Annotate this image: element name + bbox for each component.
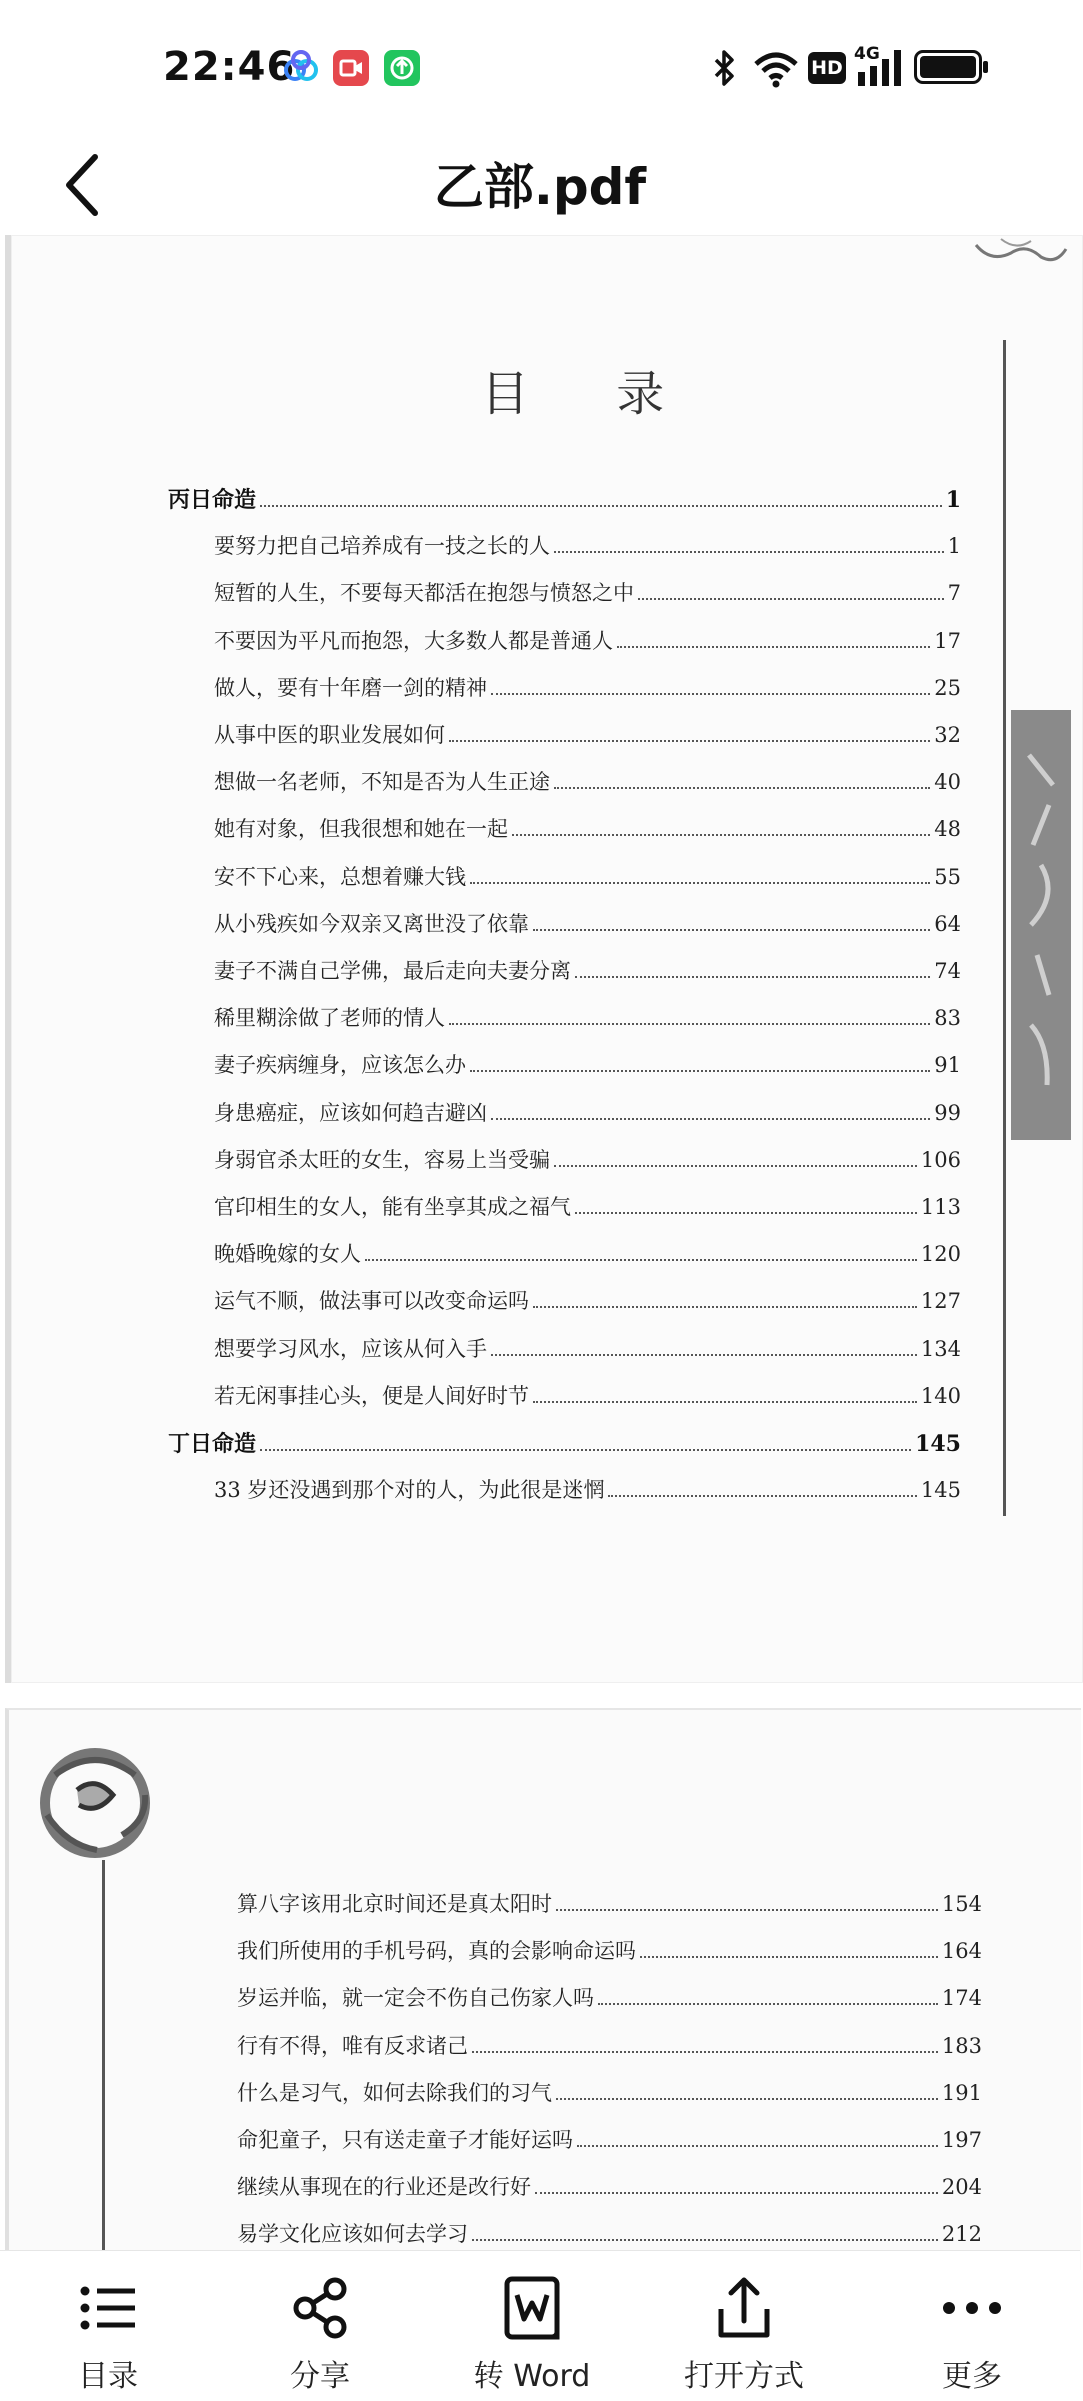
toc-entry[interactable] [214,766,961,796]
upload-app-icon [384,50,420,86]
toc-leader-dots [535,2192,938,2194]
chapter-side-tab-text [1019,735,1063,1115]
toc-entry[interactable] [214,1002,961,1032]
toc-entry[interactable] [237,1935,982,1965]
page-border-line [102,1860,105,2280]
toc-page-number: 197 [941,2128,982,2152]
toc-page-number: 74 [934,959,961,983]
side-tab-calligraphy-icon [1019,735,1063,1115]
status-time: 22:46 [163,44,296,90]
toc-entry-title: 行有不得，唯有反求诸己 [237,2033,468,2058]
convert-word-button-label: 转 Word [473,2359,591,2394]
toc-entry-title: 晚婚晚嫁的女人 [214,1242,361,1267]
toc-button-label: 目录 [78,2359,138,2394]
toc-entry-title: 身弱官杀太旺的女生，容易上当受骗 [214,1147,550,1172]
toc-entry-title: 若无闲事挂心头，便是人间好时节 [214,1383,529,1408]
toc-leader-dots [554,787,930,789]
toc-leader-dots [575,1212,917,1214]
toc-entry-title: 安不下心来，总想着赚大钱 [214,864,466,889]
toc-entry[interactable] [214,530,961,560]
pdf-viewer[interactable] [0,235,1080,2250]
convert-word-button[interactable] [452,2251,612,2401]
toc-entry[interactable] [214,955,961,985]
toc-entry-title: 什么是习气，如何去除我们的习气 [237,2080,552,2105]
toc-page-number: 204 [941,2175,982,2200]
toc-leader-dots [470,882,930,884]
toc-leader-dots [554,1165,917,1167]
toc-page-number: 145 [920,1478,961,1503]
toc-entry-title: 从事中医的职业发展如何 [214,723,445,747]
toc-leader-dots [533,1306,917,1308]
app-notification-icon [283,50,319,86]
toc-entry-title: 我们所使用的手机号码，真的会影响命运吗 [237,1939,636,1964]
toc-entry-title: 想要学习风水，应该从何入手 [214,1336,487,1361]
hd-badge: HD [808,52,846,84]
toc-entry-title: 她有对象，但我很想和她在一起 [214,817,508,842]
status-bar [0,0,1080,135]
toc-leader-dots [491,1354,917,1356]
more-icon [937,2273,1007,2343]
open-with-icon [709,2273,779,2343]
toc-entry[interactable] [214,861,961,891]
toc-page-number: 191 [941,2080,982,2105]
toc-entry-title: 身患癌症，应该如何趋吉避凶 [214,1100,487,1125]
toc-page-number: 7 [947,581,961,606]
toc-entry-title: 想做一名老师，不知是否为人生正途 [214,770,550,795]
toc-page-number: 1 [947,534,961,559]
toc-page-number: 113 [920,1195,961,1219]
toc-entry[interactable] [214,719,961,749]
toc-entry-title: 要努力把自己培养成有一技之长的人 [214,534,550,559]
toc-entry-title: 短暂的人生，不要每天都活在抱怨与愤怒之中 [214,581,634,606]
toc-entry[interactable] [237,2124,982,2154]
toc-page-number: 25 [934,675,961,700]
toc-leader-dots [575,976,930,978]
toc-leader-dots [470,1070,930,1072]
bluetooth-icon [712,48,738,88]
toc-leader-dots [638,598,944,600]
toc-heading: 目 录 [481,366,701,422]
toc-page-number: 48 [934,817,961,842]
toc-entry[interactable] [214,1474,961,1504]
toc-entry[interactable] [214,1380,961,1410]
toc-leader-dots [556,1909,938,1911]
toc-page-number: 64 [934,911,961,936]
page-gap [0,1683,1080,1708]
toc-entry[interactable] [214,1049,961,1079]
toc-entry-title: 岁运并临，就一定会不伤自己伤家人吗 [237,1986,594,2011]
cellular-signal-icon [854,44,914,90]
bottom-toolbar [0,2250,1080,2401]
toc-page-number: 1 [945,487,961,513]
toc-entry-title: 稀里糊涂做了老师的情人 [214,1006,445,1031]
toc-entry-title: 命犯童子，只有送走童子才能好运吗 [237,2128,573,2152]
toc-page-number: 154 [941,1892,982,1916]
toc-entry[interactable] [237,2171,982,2201]
dragon-ornament-icon [27,1735,162,1870]
toc-leader-dots [577,2145,938,2147]
network-type-label: 4G [854,44,880,64]
toc-entry-title: 从小残疾如今双亲又离世没了依靠 [214,911,529,936]
toc-entry[interactable] [237,1888,982,1918]
pdf-page [5,235,1083,1683]
toc-entry[interactable] [214,672,961,702]
battery-icon [914,50,982,84]
toc-entry[interactable] [214,625,961,655]
toc-leader-dots [512,834,930,836]
toc-entry[interactable] [237,2077,982,2107]
toc-page-number: 134 [920,1336,961,1361]
toc-entry-title: 33 岁还没遇到那个对的人，为此很是迷惘 [214,1478,605,1503]
title-bar [0,135,1080,235]
toc-page-number: 32 [934,723,961,747]
toc-page-number: 140 [920,1383,961,1408]
toc-entry[interactable] [214,1097,961,1127]
toc-leader-dots [640,1956,938,1958]
toc-leader-dots [260,505,942,507]
toc-page-number: 17 [934,628,961,653]
toc-entry-title: 不要因为平凡而抱怨，大多数人都是普通人 [214,628,613,653]
toc-entry[interactable] [237,1982,982,2012]
ornament-icon [971,235,1071,265]
toc-entry-title: 运气不顺，做法事可以改变命运吗 [214,1289,529,1314]
toc-entry[interactable] [237,2218,982,2248]
toc-leader-dots [598,2003,938,2005]
toc-page-number: 83 [934,1006,961,1031]
toc-entry-title: 易学文化应该如何去学习 [237,2222,468,2247]
toc-entry[interactable] [214,577,961,607]
word-icon [497,2273,567,2343]
toc-entry-title: 丁日命造 [168,1431,257,1457]
toc-entry[interactable] [214,1191,961,1221]
toc-page-number: 106 [920,1147,961,1172]
toc-entry[interactable] [237,2030,982,2060]
toc-leader-dots [449,1023,930,1025]
share-button-label: 分享 [290,2359,350,2394]
toc-page-number: 91 [934,1053,961,1078]
share-button[interactable] [240,2251,400,2401]
toc-leader-dots [617,646,930,648]
toc-page-number: 145 [915,1431,961,1457]
toc-leader-dots [533,1401,917,1403]
toc-page-number: 99 [934,1100,961,1125]
toc-entry-title: 妻子不满自己学佛，最后走向夫妻分离 [214,959,571,983]
video-app-icon [333,50,369,86]
toc-leader-dots [365,1259,917,1261]
toc-leader-dots [608,1495,917,1497]
toc-page-number: 55 [934,864,961,889]
toc-entry[interactable] [214,1144,961,1174]
toc-leader-dots [491,1118,930,1120]
toc-page-number: 127 [920,1289,961,1314]
document-title: 乙部.pdf [433,158,647,216]
toc-leader-dots [472,2239,938,2241]
wifi-icon [752,48,800,88]
toc-page-number: 183 [941,2033,982,2058]
toc-entry-title: 妻子疾病缠身，应该怎么办 [214,1053,466,1078]
toc-leader-dots [556,2098,938,2100]
toc-entry-title: 官印相生的女人，能有坐享其成之福气 [214,1195,571,1219]
toc-page-number: 40 [934,770,961,795]
toc-entry[interactable] [214,908,961,938]
toc-page-number: 212 [941,2222,982,2247]
toc-page-number: 120 [920,1242,961,1267]
toc-section-entry[interactable] [168,483,961,513]
open-with-button[interactable] [664,2251,824,2401]
toc-entry[interactable] [214,1285,961,1315]
toc-leader-dots [554,551,944,553]
toc-entry[interactable] [214,1333,961,1363]
toc-leader-dots [491,693,930,695]
toc-page-number: 174 [941,1986,982,2011]
open-with-button-label: 打开方式 [684,2359,804,2394]
toc-leader-dots [449,740,930,742]
pdf-page [5,1708,1081,2270]
toc-button[interactable] [28,2251,188,2401]
toc-entry-title: 继续从事现在的行业还是改行好 [237,2175,531,2200]
share-icon [285,2273,355,2343]
page-border-line [1003,340,1006,1516]
list-icon [73,2273,143,2343]
toc-leader-dots [472,2051,938,2053]
toc-entry[interactable] [214,813,961,843]
toc-section-entry[interactable] [168,1427,961,1457]
more-button[interactable] [892,2251,1052,2401]
toc-entry-title: 丙日命造 [168,487,257,513]
toc-leader-dots [260,1449,911,1451]
toc-leader-dots [533,929,930,931]
toc-entry-title: 做人，要有十年磨一剑的精神 [214,675,487,700]
toc-page-number: 164 [941,1939,982,1964]
toc-entry[interactable] [214,1238,961,1268]
toc-entry-title: 算八字该用北京时间还是真太阳时 [237,1892,552,1916]
more-button-label: 更多 [942,2359,1002,2394]
